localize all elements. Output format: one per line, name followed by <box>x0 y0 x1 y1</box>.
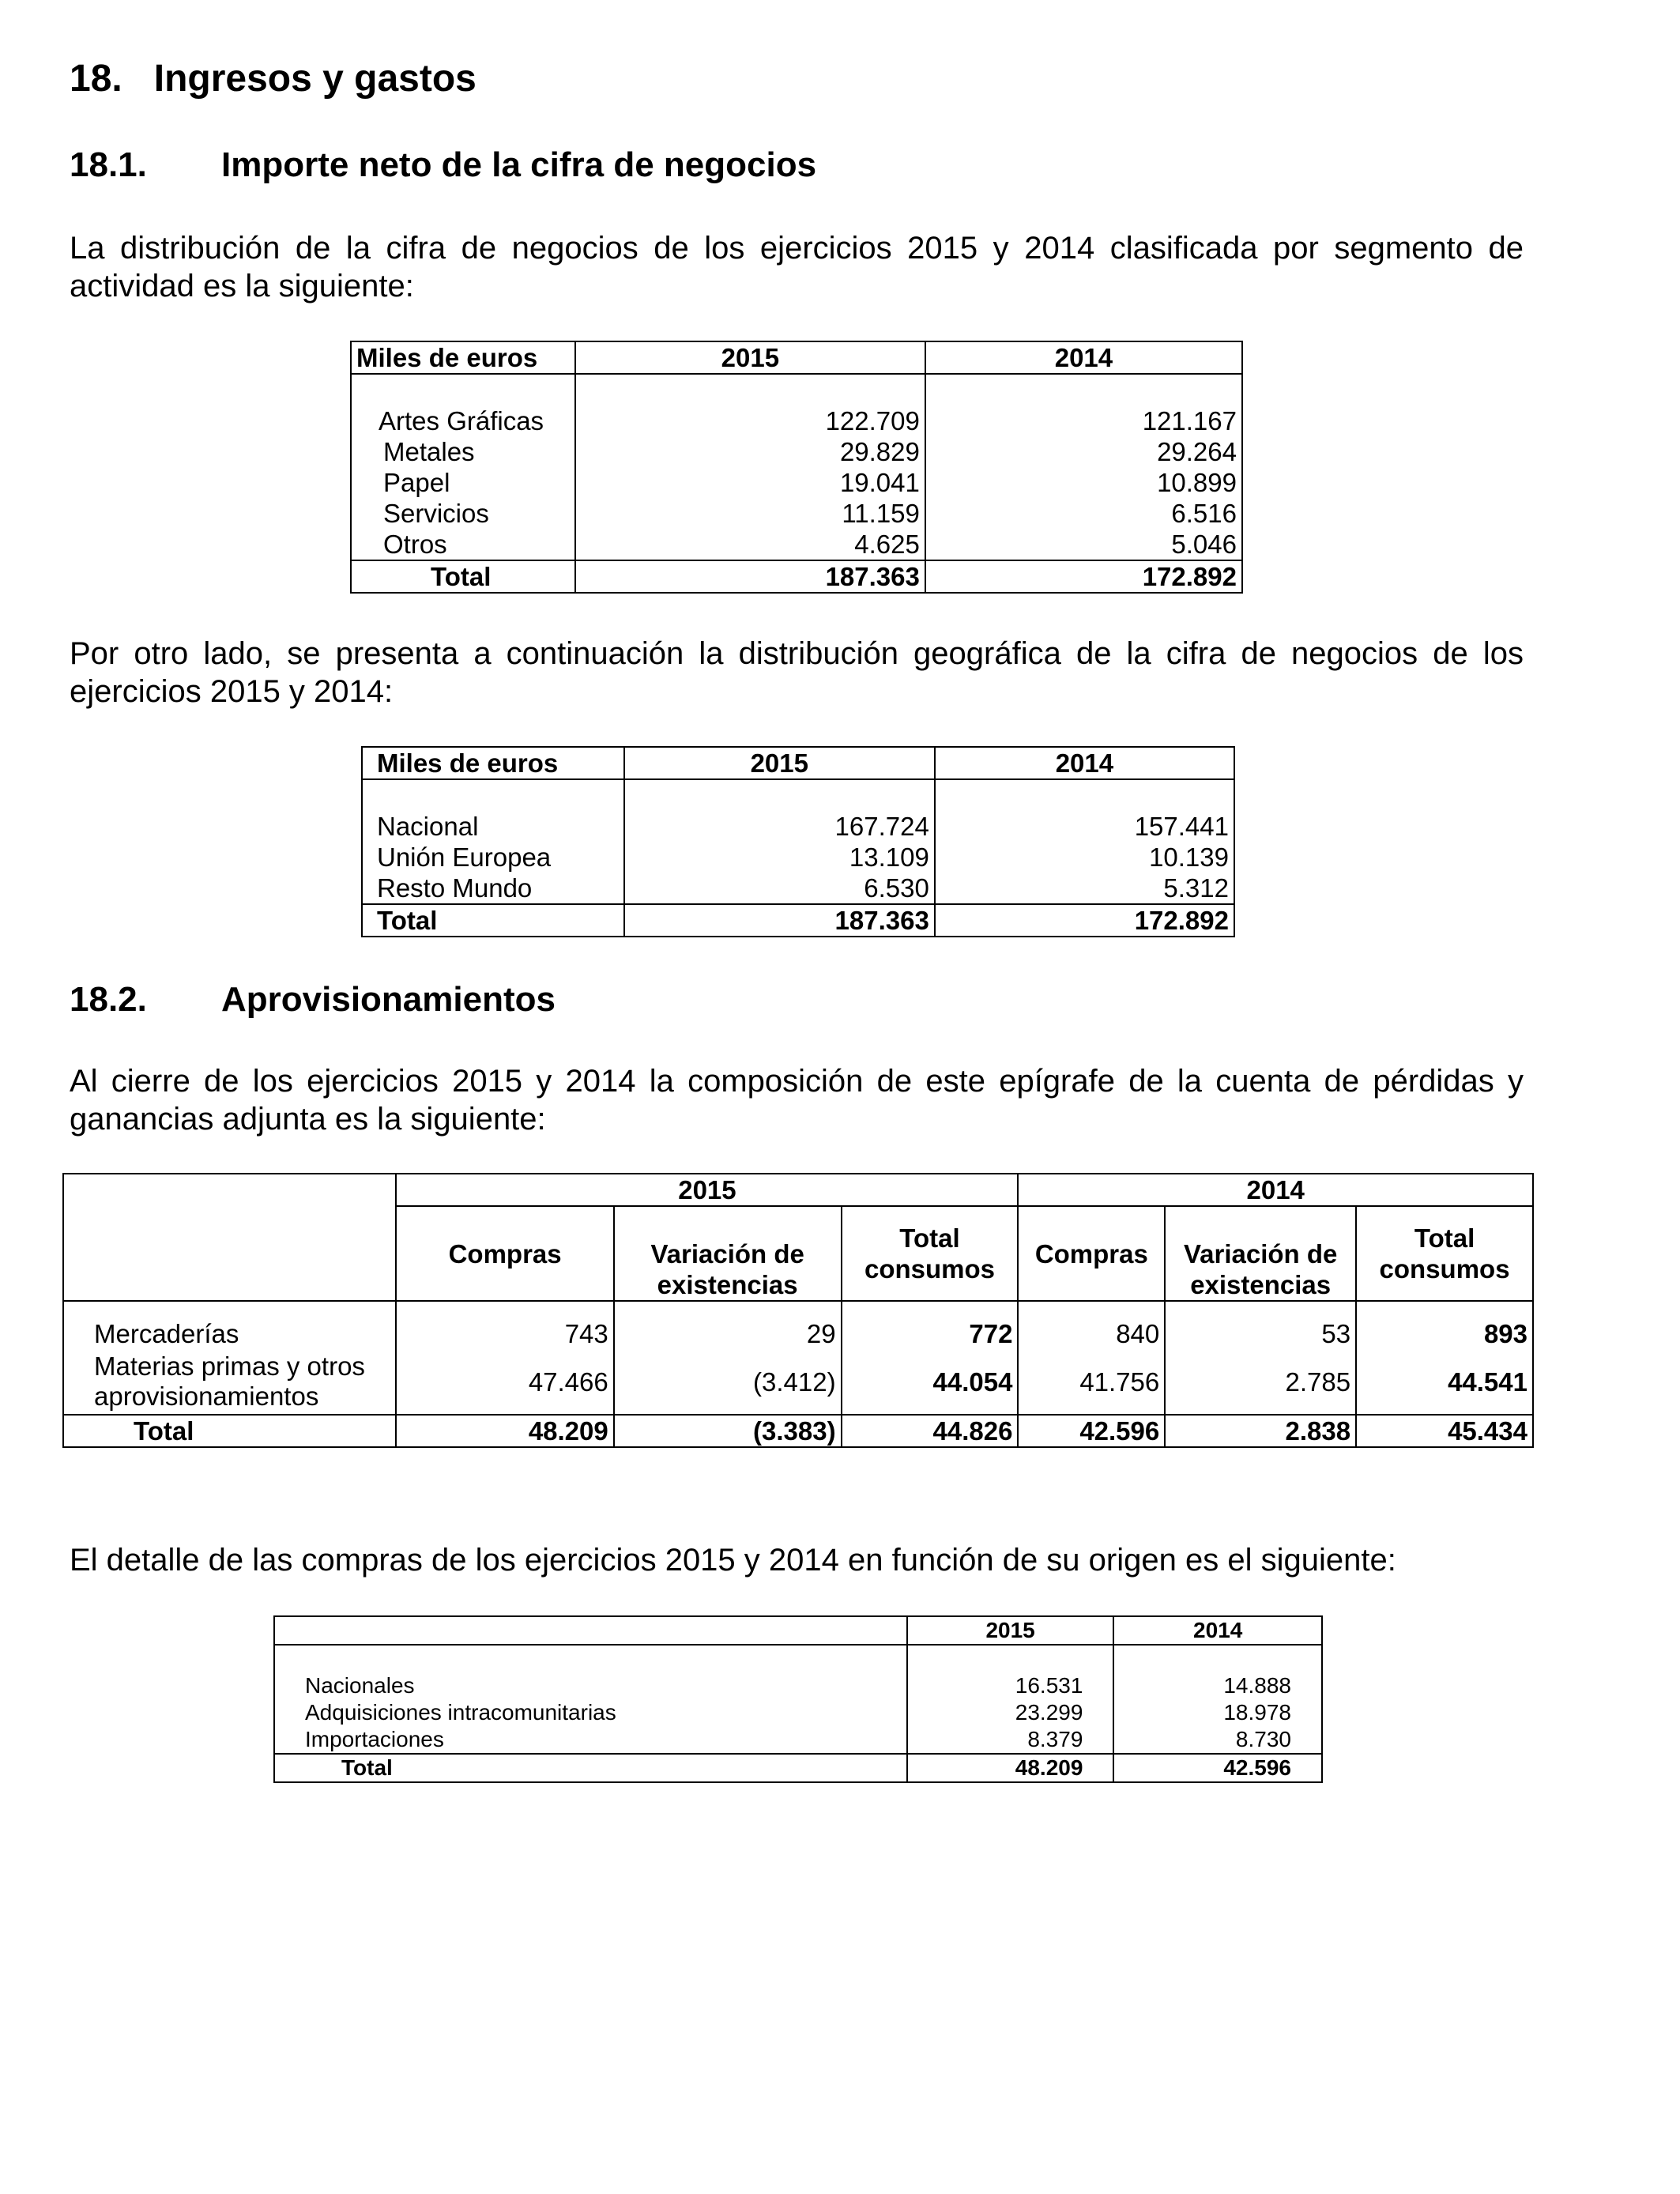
paragraph-purchases-intro: El detalle de las compras de los ejercicios 2015 y 2014 en función de su origen es el siguiente: <box>70 1543 1396 1578</box>
row-label: Resto Mundo <box>362 873 624 904</box>
row-label: Metales <box>351 436 575 467</box>
value-cell: 121.167 <box>925 405 1242 436</box>
subsection-title: Importe neto de la cifra de negocios <box>221 145 817 184</box>
table-row <box>274 1726 1322 1754</box>
total-label: Total <box>351 560 575 593</box>
value-cell: 14.888 <box>1113 1672 1322 1699</box>
paragraph-procurement-intro: Al cierre de los ejercicios 2015 y 2014 la composición de este epígrafe de la cuenta de pérdidas y ganancias adjunta es la siguiente: <box>70 1064 1524 1137</box>
table-header-cell: 2014 <box>935 747 1234 779</box>
value-cell: 44.541 <box>1356 1349 1533 1415</box>
value-cell: 19.041 <box>575 467 925 498</box>
total-value: 45.434 <box>1356 1415 1533 1447</box>
section-title: 18. Ingresos y gastos <box>70 58 477 100</box>
value-cell: 10.899 <box>925 467 1242 498</box>
column-header: Total consumos <box>842 1206 1019 1301</box>
value-cell: 2.785 <box>1165 1349 1356 1415</box>
total-value: 187.363 <box>624 904 935 937</box>
table-header-cell: 2014 <box>1113 1616 1322 1645</box>
row-label: Importaciones <box>274 1726 907 1754</box>
total-label: Total <box>274 1754 907 1782</box>
table-row <box>351 405 1242 436</box>
table-row <box>351 467 1242 498</box>
revenue-by-geography-table <box>361 746 1235 937</box>
row-label: Nacionales <box>274 1672 907 1699</box>
table-row <box>362 873 1234 904</box>
subsection-number: 18.2. <box>70 980 147 1019</box>
total-value: 42.596 <box>1018 1415 1165 1447</box>
paragraph-geographic-intro: Por otro lado, se presenta a continuación la distribución geográfica de la cifra de negocios de los ejercicios 2015 y 2014: <box>70 636 1524 709</box>
procurement-table <box>62 1173 1534 1448</box>
table-row <box>274 1699 1322 1726</box>
value-cell: 18.978 <box>1113 1699 1322 1726</box>
row-label: Adquisiciones intracomunitarias <box>274 1699 907 1726</box>
table-total-row <box>63 1415 1533 1447</box>
purchases-by-origin-table <box>273 1615 1323 1783</box>
empty-corner-cell <box>63 1174 396 1301</box>
total-value: 48.209 <box>907 1754 1114 1782</box>
row-label: Nacional <box>362 811 624 842</box>
subsection-heading-18-2 <box>70 980 1018 1021</box>
row-label: Materias primas y otros aprovisionamientos <box>63 1349 396 1415</box>
table-row <box>63 1318 1533 1349</box>
value-cell: 10.139 <box>935 842 1234 873</box>
value-cell: 157.441 <box>935 811 1234 842</box>
row-label: Mercaderías <box>63 1318 396 1349</box>
table-header-cell: 2015 <box>624 747 935 779</box>
year-header: 2015 <box>396 1174 1018 1206</box>
table-row <box>274 1672 1322 1699</box>
empty-header-cell <box>274 1616 907 1645</box>
row-label: Servicios <box>351 498 575 529</box>
value-cell: 13.109 <box>624 842 935 873</box>
table-header-cell: 2015 <box>907 1616 1114 1645</box>
table-total-row <box>362 904 1234 937</box>
total-label: Total <box>63 1415 396 1447</box>
table-row <box>362 811 1234 842</box>
value-cell: 29.829 <box>575 436 925 467</box>
total-label: Total <box>362 904 624 937</box>
value-cell: 44.054 <box>842 1349 1019 1415</box>
column-header: Compras <box>396 1206 613 1301</box>
row-label: Unión Europea <box>362 842 624 873</box>
row-label: Artes Gráficas <box>351 405 575 436</box>
column-header: Total consumos <box>1356 1206 1533 1301</box>
value-cell: 4.625 <box>575 529 925 560</box>
value-cell: 6.530 <box>624 873 935 904</box>
subsection-number: 18.1. <box>70 145 147 184</box>
value-cell: 29.264 <box>925 436 1242 467</box>
total-value: 172.892 <box>925 560 1242 593</box>
total-value: 42.596 <box>1113 1754 1322 1782</box>
column-header: Variación de existencias <box>614 1206 842 1301</box>
total-value: 172.892 <box>935 904 1234 937</box>
value-cell: 47.466 <box>396 1349 613 1415</box>
total-value: (3.383) <box>614 1415 842 1447</box>
table-header-cell: 2014 <box>925 341 1242 374</box>
table-header-cell: 2015 <box>575 341 925 374</box>
column-header: Compras <box>1018 1206 1165 1301</box>
table-row <box>63 1349 1533 1415</box>
subsection-heading-18-1 <box>70 145 1018 187</box>
value-cell: 5.046 <box>925 529 1242 560</box>
value-cell: 8.379 <box>907 1726 1114 1754</box>
revenue-by-segment-table <box>350 341 1243 594</box>
value-cell: 840 <box>1018 1318 1165 1349</box>
value-cell: 23.299 <box>907 1699 1114 1726</box>
table-header-cell: Miles de euros <box>362 747 624 779</box>
paragraph-segment-intro: La distribución de la cifra de negocios de los ejercicios 2015 y 2014 clasificada por segmento de actividad es la siguiente: <box>70 231 1524 303</box>
value-cell: 743 <box>396 1318 613 1349</box>
value-cell: 122.709 <box>575 405 925 436</box>
table-total-row <box>274 1754 1322 1782</box>
value-cell: 167.724 <box>624 811 935 842</box>
value-cell: 11.159 <box>575 498 925 529</box>
table-header-cell: Miles de euros <box>351 341 575 374</box>
row-label: Papel <box>351 467 575 498</box>
row-label: Otros <box>351 529 575 560</box>
total-value: 48.209 <box>396 1415 613 1447</box>
total-value: 2.838 <box>1165 1415 1356 1447</box>
total-value: 187.363 <box>575 560 925 593</box>
value-cell: 5.312 <box>935 873 1234 904</box>
table-row <box>351 498 1242 529</box>
value-cell: 53 <box>1165 1318 1356 1349</box>
table-row <box>351 529 1242 560</box>
year-header: 2014 <box>1018 1174 1533 1206</box>
total-value: 44.826 <box>842 1415 1019 1447</box>
subsection-title: Aprovisionamientos <box>221 980 556 1019</box>
table-total-row <box>351 560 1242 593</box>
value-cell: 893 <box>1356 1318 1533 1349</box>
column-header: Variación de existencias <box>1165 1206 1356 1301</box>
value-cell: 29 <box>614 1318 842 1349</box>
value-cell: 6.516 <box>925 498 1242 529</box>
value-cell: 8.730 <box>1113 1726 1322 1754</box>
table-row <box>362 842 1234 873</box>
value-cell: 772 <box>842 1318 1019 1349</box>
table-row <box>351 436 1242 467</box>
value-cell: 16.531 <box>907 1672 1114 1699</box>
value-cell: (3.412) <box>614 1349 842 1415</box>
value-cell: 41.756 <box>1018 1349 1165 1415</box>
